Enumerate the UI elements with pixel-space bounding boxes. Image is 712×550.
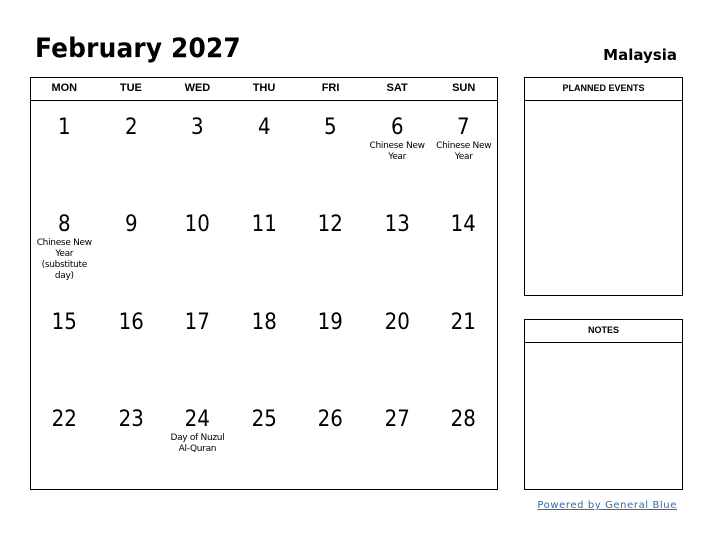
day-number: 25: [251, 406, 277, 432]
holiday-label: Chinese New Year: [436, 141, 492, 162]
day-cell: [98, 393, 165, 490]
day-cell: [164, 393, 231, 490]
weekday-mon: MON: [51, 82, 78, 94]
day-cell: [98, 296, 165, 393]
day-cell: [297, 101, 364, 198]
day-number: 2: [124, 115, 138, 140]
calendar-days: [31, 101, 497, 490]
day-number: 3: [191, 115, 204, 140]
day-number: 17: [184, 309, 211, 335]
day-number: 14: [451, 212, 477, 238]
day-number: 13: [384, 212, 410, 238]
day-cell: [31, 101, 98, 198]
day-number: 6: [390, 115, 404, 140]
day-number: 9: [124, 212, 138, 238]
day-cell: [164, 101, 231, 198]
day-number: 18: [251, 309, 277, 335]
planned-events-panel: [524, 77, 683, 296]
notes-panel: [524, 319, 683, 490]
day-number: 23: [118, 406, 144, 432]
weekday-sun: SUN: [452, 82, 476, 94]
holiday-label: Chinese New Year: [369, 141, 425, 162]
day-number: 21: [451, 309, 477, 335]
day-cell: [31, 393, 98, 490]
day-number: 8: [57, 212, 71, 238]
day-number: 27: [384, 406, 410, 432]
day-cell: [98, 198, 165, 295]
day-cell: [430, 101, 497, 198]
day-cell: [31, 296, 98, 393]
country-label: Malaysia: [603, 46, 677, 64]
day-cell: [231, 101, 298, 198]
weekday-fri: FRI: [321, 82, 340, 94]
day-cell: [364, 296, 431, 393]
day-number: 5: [324, 115, 337, 140]
notes-title: NOTES: [525, 320, 682, 343]
day-number: 7: [457, 115, 471, 140]
weekday-sat: SAT: [386, 82, 408, 94]
day-number: 15: [51, 309, 77, 335]
day-cell: [430, 393, 497, 490]
day-cell: [297, 198, 364, 295]
day-number: 22: [51, 406, 77, 432]
day-number: 12: [317, 212, 344, 238]
day-number: 10: [184, 212, 211, 238]
day-number: 28: [451, 406, 477, 432]
day-cell: [231, 296, 298, 393]
weekday-thu: THU: [252, 82, 276, 94]
day-cell: [164, 296, 231, 393]
planned-events-title: PLANNED EVENTS: [525, 78, 682, 101]
day-number: 26: [317, 406, 344, 432]
calendar-grid: [30, 77, 498, 490]
day-number: 11: [251, 212, 277, 238]
page-title: February 2027: [35, 33, 241, 64]
day-cell: [297, 296, 364, 393]
holiday-label: Day of Nuzul Al-Quran: [170, 432, 225, 454]
holiday-label: Chinese New Year (substitute day): [36, 238, 92, 282]
day-cell: [231, 198, 298, 295]
day-cell: [364, 393, 431, 490]
day-cell: [430, 296, 497, 393]
day-cell: [364, 101, 431, 198]
day-number: 16: [118, 309, 144, 335]
day-cell: [297, 393, 364, 490]
day-number: 1: [57, 115, 71, 140]
day-cell: [231, 393, 298, 490]
day-number: 20: [384, 309, 410, 335]
day-cell: [430, 198, 497, 295]
day-number: 24: [184, 406, 211, 432]
day-number: 19: [317, 309, 344, 335]
weekday-wed: WED: [184, 82, 211, 94]
day-cell: [98, 101, 165, 198]
powered-by-link[interactable]: Powered by General Blue: [537, 500, 677, 511]
day-cell: [364, 198, 431, 295]
weekday-tue: TUE: [119, 82, 142, 94]
weekday-header-row: [31, 78, 497, 101]
day-number: 4: [257, 115, 271, 140]
day-cell: [164, 198, 231, 295]
day-cell: [31, 198, 98, 295]
